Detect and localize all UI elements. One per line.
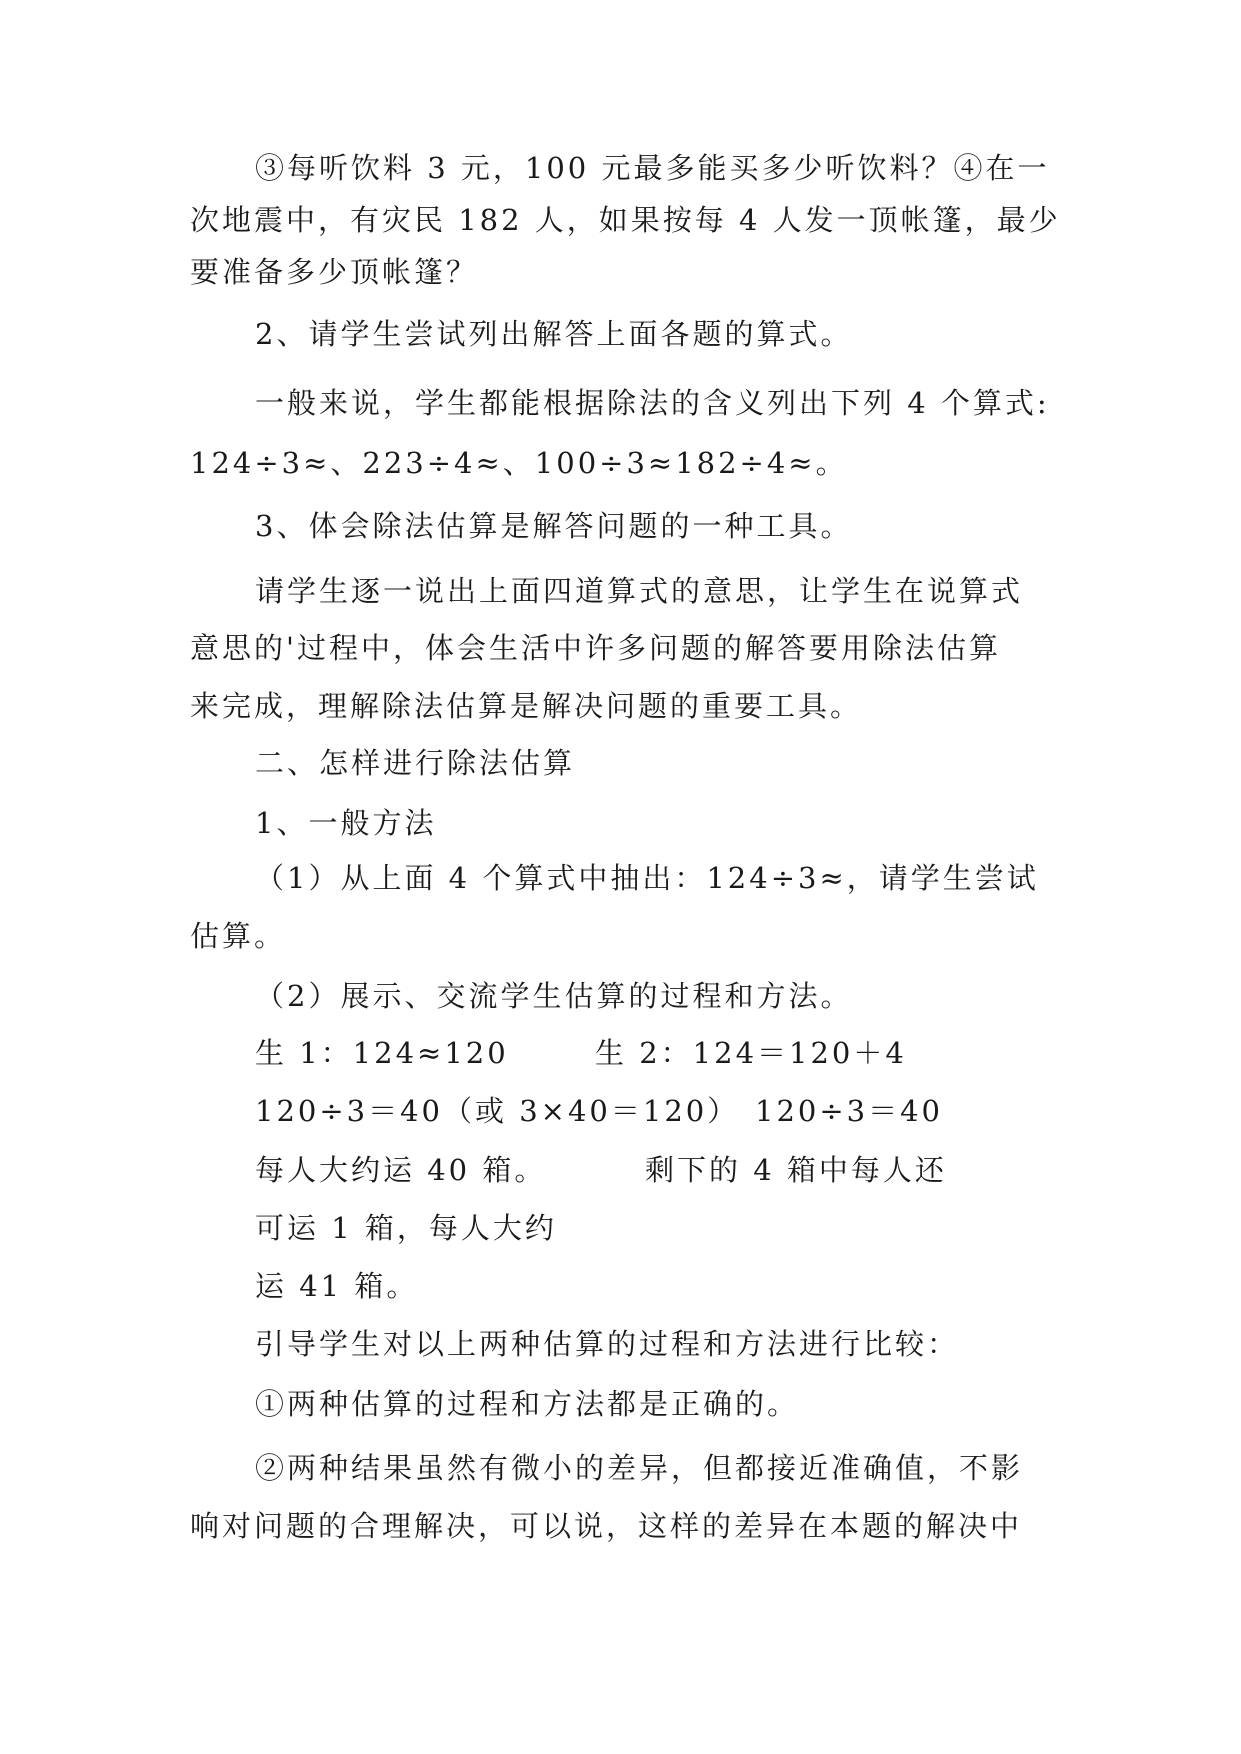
text-line: 运 41 箱。 — [255, 1269, 419, 1303]
text-line: 可运 1 箱，每人大约 — [255, 1211, 557, 1245]
student-2-line: 生 2：124＝120＋4 — [595, 1036, 907, 1070]
text-line: （2）展示、交流学生估算的过程和方法。 — [255, 979, 853, 1013]
text-line: 次地震中，有灾民 182 人，如果按每 4 人发一顶帐篷，最少 — [190, 203, 1061, 237]
student-2-calc: 120÷3＝40 — [755, 1094, 944, 1128]
student-1-line: 生 1：124≈120 — [255, 1036, 509, 1070]
text-line: 请学生逐一说出上面四道算式的意思，让学生在说算式 — [255, 574, 1024, 608]
text-line: 3、体会除法估算是解答问题的一种工具。 — [255, 509, 853, 543]
text-line: 一般来说，学生都能根据除法的含义列出下列 4 个算式: — [255, 386, 1050, 420]
text-line: 估算。 — [190, 919, 287, 953]
text-line: 2、请学生尝试列出解答上面各题的算式。 — [255, 317, 853, 351]
text-line: 意思的'过程中，体会生活中许多问题的解答要用除法估算 — [190, 631, 1001, 665]
text-line: ①两种估算的过程和方法都是正确的。 — [255, 1387, 800, 1421]
text-line: 响对问题的合理解决，可以说，这样的差异在本题的解决中 — [190, 1509, 1023, 1543]
text-line: 引导学生对以上两种估算的过程和方法进行比较： — [255, 1327, 960, 1361]
text-line: ②两种结果虽然有微小的差异，但都接近准确值，不影 — [255, 1451, 1024, 1485]
subsection-heading: 1、一般方法 — [255, 806, 437, 840]
text-line: 124÷3≈、223÷4≈、100÷3≈182÷4≈。 — [190, 446, 848, 480]
text-line: （1）从上面 4 个算式中抽出：124÷3≈，请学生尝试 — [255, 861, 1039, 895]
text-line: 要准备多少顶帐篷？ — [190, 255, 479, 289]
section-heading: 二、怎样进行除法估算 — [255, 746, 576, 780]
text-line: ③每听饮料 3 元，100 元最多能买多少听饮料？④在一 — [255, 151, 1050, 185]
student-2-result: 剩下的 4 箱中每人还 — [645, 1153, 947, 1187]
text-line: 来完成，理解除法估算是解决问题的重要工具。 — [190, 689, 863, 723]
student-1-calc: 120÷3＝40（或 3×40＝120） — [255, 1094, 740, 1128]
student-1-result: 每人大约运 40 箱。 — [255, 1153, 547, 1187]
